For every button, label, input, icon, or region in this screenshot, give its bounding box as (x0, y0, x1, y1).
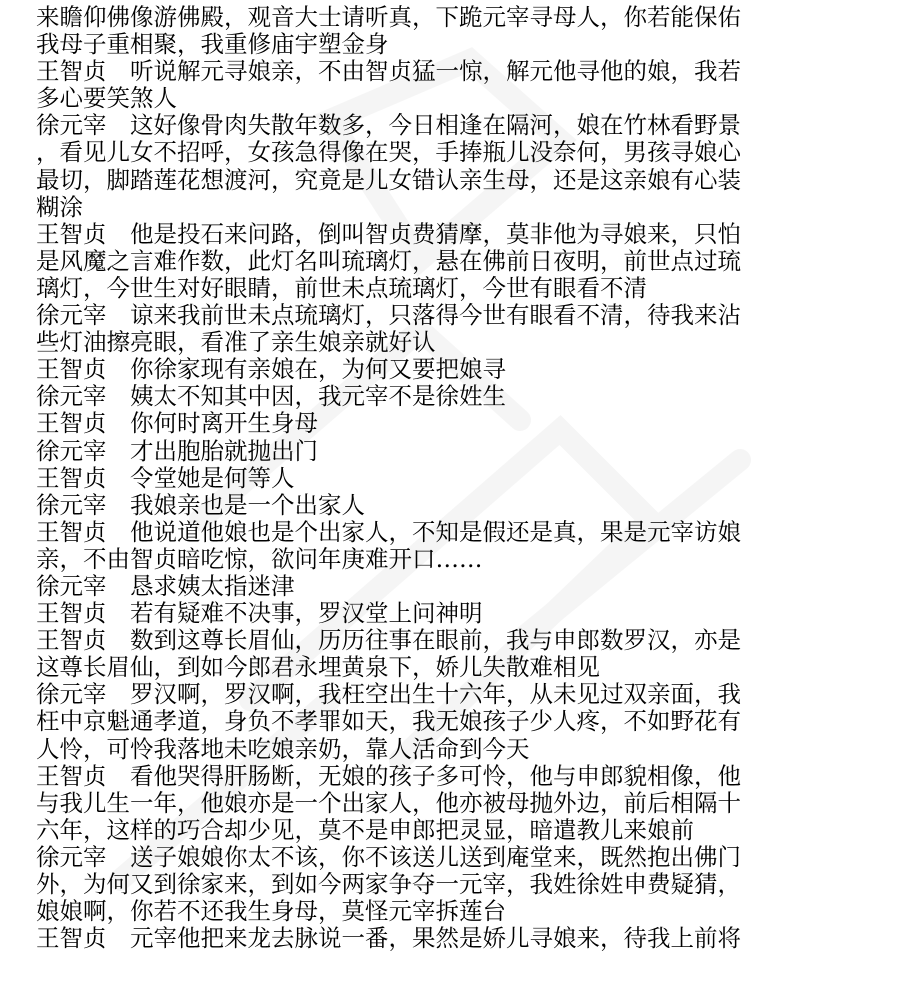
text-line: 糊涂 (36, 193, 83, 221)
text-line: 王智贞 元宰他把来龙去脉说一番，果然是娇儿寻娘来，待我上前将 (36, 925, 741, 953)
text-line: 这尊长眉仙，到如今郎君永埋黄泉下，娇儿失散难相见 (36, 654, 600, 682)
text-line: 王智贞 看他哭得肝肠断，无娘的孩子多可怜，他与申郎貌相像，他 (36, 762, 741, 790)
text-line: 王智贞 他说道他娘也是个出家人，不知是假还是真，果是元宰访娘 (36, 518, 741, 546)
text-line: 王智贞 令堂她是何等人 (36, 464, 295, 492)
text-line: 徐元宰 罗汉啊，罗汉啊，我枉空出生十六年，从未见过双亲面，我 (36, 681, 741, 709)
text-line: 我母子重相聚，我重修庙宇塑金身 (36, 31, 389, 59)
text-line: 徐元宰 姨太不知其中因，我元宰不是徐姓生 (36, 383, 506, 411)
text-line: 徐元宰 我娘亲也是一个出家人 (36, 491, 365, 519)
text-line: 来瞻仰佛像游佛殿，观音大士请听真，下跪元宰寻母人，你若能保佑 (36, 4, 741, 31)
text-line: 徐元宰 这好像骨肉失散年数多，今日相逢在隔河，娘在竹林看野景 (36, 112, 741, 140)
text-line: 外，为何又到徐家来，到如今两家争夺一元宰，我姓徐姓申费疑猜， (36, 871, 741, 898)
document-page (36, 4, 876, 952)
text-line: 些灯油擦亮眼，看准了亲生娘亲就好认 (36, 329, 436, 357)
text-line: 多心要笑煞人 (36, 85, 177, 113)
text-line: 最切，脚踏莲花想渡河，究竟是儿女错认亲生母，还是这亲娘有心装 (36, 166, 741, 194)
text-line: 与我儿生一年，他娘亦是一个出家人，他亦被母抛外边，前后相隔十 (36, 789, 741, 817)
text-line: 璃灯，今世生对好眼睛，前世未点琉璃灯，今世有眼看不清 (36, 274, 647, 302)
text-line: 人怜，可怜我落地未吃娘亲奶，靠人活命到今天 (36, 735, 530, 763)
text-line: 王智贞 若有疑难不决事，罗汉堂上问神明 (36, 600, 483, 628)
text-line: 是风魔之言难作数，此灯名叫琉璃灯，悬在佛前日夜明，前世点过琉 (36, 247, 741, 275)
text-line: 六年，这样的巧合却少见，莫不是申郎把灵显，暗遣教儿来娘前 (36, 816, 694, 844)
text-line: 徐元宰 恳求姨太指迷津 (36, 572, 295, 600)
text-line: 徐元宰 送子娘娘你太不该，你不该送儿送到庵堂来，既然抱出佛门 (36, 843, 741, 871)
text-line: 王智贞 你徐家现有亲娘在，为何又要把娘寻 (36, 356, 506, 384)
text-line: 王智贞 你何时离开生身母 (36, 410, 318, 438)
text-line: 徐元宰 才出胞胎就抛出门 (36, 437, 318, 465)
text-line: 王智贞 听说解元寻娘亲，不由智贞猛一惊，解元他寻他的娘，我若 (36, 58, 741, 86)
text-line: 亲，不由智贞暗吃惊，欲问年庚难开口…… (36, 545, 483, 573)
text-line: 枉中京魁通孝道，身负不孝罪如天，我无娘孩子少人疼，不如野花有 (36, 708, 741, 736)
text-line: ，看见儿女不招呼，女孩急得像在哭，手捧瓶儿没奈何，男孩寻娘心 (36, 139, 741, 167)
text-line: 徐元宰 谅来我前世未点琉璃灯，只落得今世有眼看不清，待我来沾 (36, 302, 741, 330)
text-line: 娘娘啊，你若不还我生身母，莫怪元宰拆莲台 (36, 898, 506, 926)
text-line: 王智贞 他是投石来问路，倒叫智贞费猜摩，莫非他为寻娘来，只怕 (36, 220, 741, 248)
text-line: 王智贞 数到这尊长眉仙，历历往事在眼前，我与申郎数罗汉，亦是 (36, 627, 741, 655)
